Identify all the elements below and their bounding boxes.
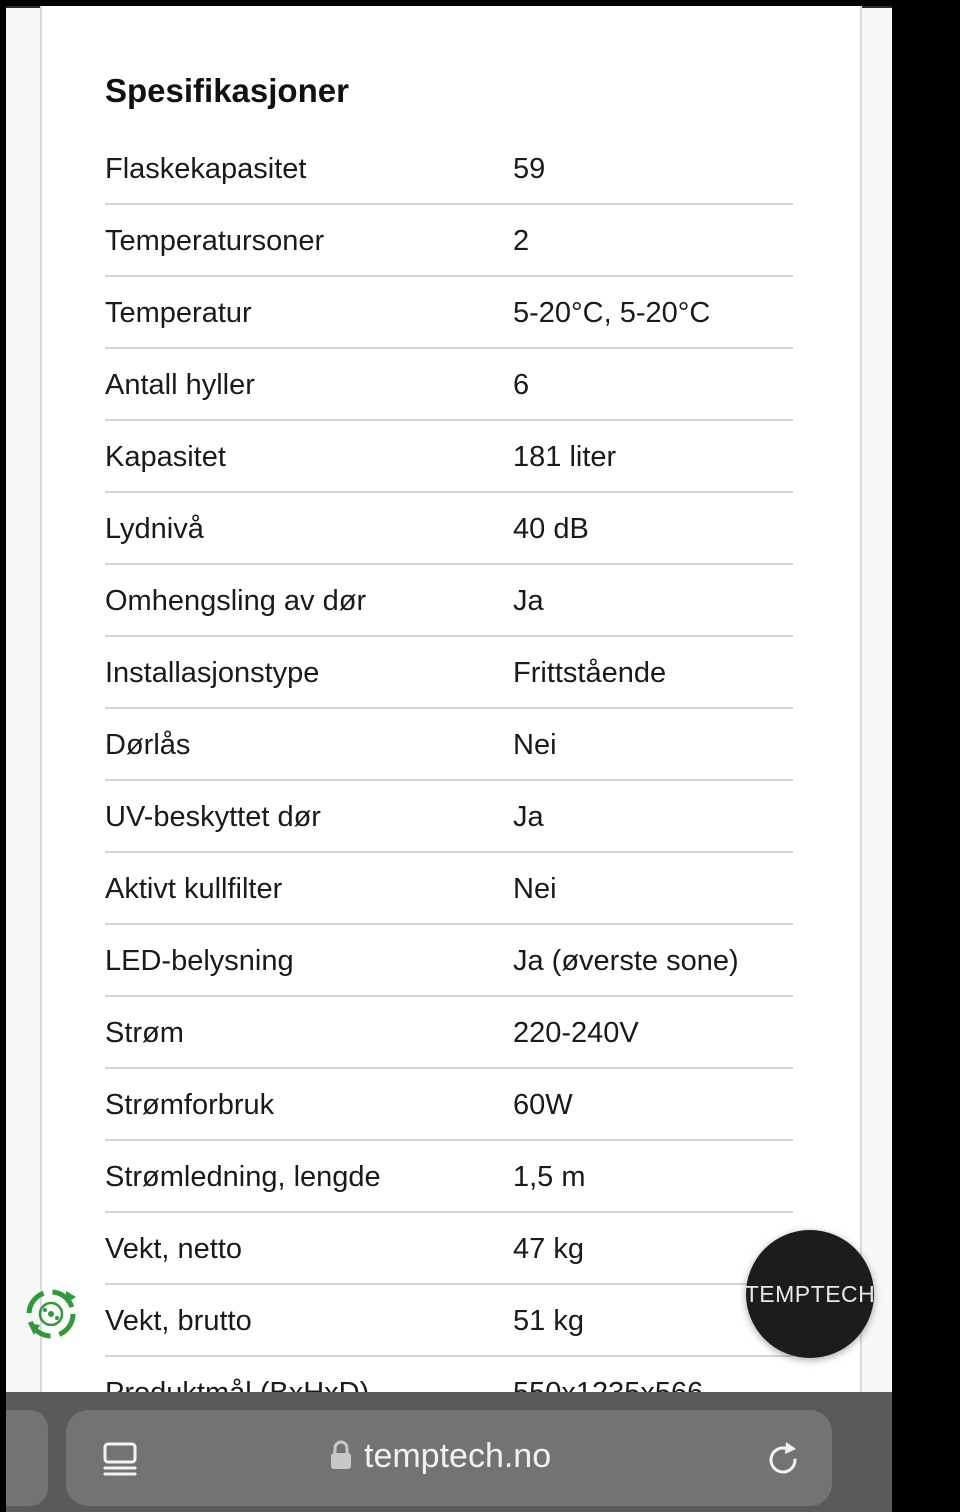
- spec-value: 51 kg: [513, 1305, 584, 1337]
- spec-label: Antall hyller: [105, 369, 255, 401]
- spec-row: [105, 349, 793, 421]
- spec-label: Temperatursoner: [105, 225, 325, 257]
- chat-logo-text: TEMPTECH: [744, 1280, 876, 1307]
- spec-value: 60W: [513, 1089, 573, 1121]
- spec-label: Kapasitet: [105, 441, 226, 473]
- spec-value: 181 liter: [513, 441, 617, 473]
- section-heading: Spesifikasjoner: [105, 72, 349, 109]
- spec-row: [105, 1213, 793, 1285]
- tabs-icon[interactable]: [102, 1440, 138, 1476]
- spec-value: Frittstående: [513, 657, 667, 689]
- url-text[interactable]: temptech.no: [364, 1437, 552, 1475]
- spec-label: Vekt, netto: [105, 1233, 243, 1265]
- lock-icon: [330, 1440, 352, 1470]
- spec-label: Lydnivå: [105, 513, 204, 545]
- spec-label: Aktivt kullfilter: [105, 873, 283, 905]
- spec-value: 2: [513, 225, 530, 257]
- spec-label: UV-beskyttet dør: [105, 801, 321, 833]
- spec-label: Installasjonstype: [105, 657, 320, 689]
- spec-label: Omhengsling av dør: [105, 585, 367, 617]
- reload-icon[interactable]: [766, 1438, 802, 1478]
- spec-row: [105, 709, 793, 781]
- spec-label: Vekt, brutto: [105, 1305, 252, 1337]
- spec-row: [105, 205, 793, 277]
- spec-value: 40 dB: [513, 513, 589, 545]
- spec-value: 6: [513, 369, 530, 401]
- spec-row: [105, 1285, 793, 1357]
- spec-row: [105, 421, 793, 493]
- spec-value: Nei: [513, 873, 557, 905]
- spec-label: Dørlås: [105, 729, 191, 761]
- spec-value: 1,5 m: [513, 1161, 586, 1193]
- spec-value: 59: [513, 153, 546, 185]
- spec-label: Temperatur: [105, 297, 252, 329]
- spec-row: [105, 277, 793, 349]
- spec-row: [105, 637, 793, 709]
- spec-value: Ja: [513, 801, 544, 833]
- spec-value: 47 kg: [513, 1233, 584, 1265]
- spec-value: Ja: [513, 585, 544, 617]
- spec-row: [105, 1141, 793, 1213]
- spec-row: [105, 133, 793, 205]
- recycle-eco-icon[interactable]: [20, 1283, 82, 1345]
- spec-row: [105, 997, 793, 1069]
- spec-label: LED-belysning: [105, 945, 294, 977]
- spec-row: [105, 493, 793, 565]
- spec-value: Nei: [513, 729, 557, 761]
- spec-row: [105, 565, 793, 637]
- spec-label: Strømledning, lengde: [105, 1161, 381, 1193]
- spec-row: [105, 1069, 793, 1141]
- spec-row: [105, 925, 793, 997]
- browser-bottom-bar: [6, 1392, 892, 1512]
- temptech-chat-button[interactable]: [746, 1230, 874, 1358]
- spec-label: Strøm: [105, 1017, 184, 1049]
- spec-label: Strømforbruk: [105, 1089, 275, 1121]
- address-bar[interactable]: [66, 1410, 832, 1506]
- spec-table: [105, 133, 793, 1429]
- spec-value: 220-240V: [513, 1017, 639, 1049]
- spec-label: Flaskekapasitet: [105, 153, 307, 185]
- spec-row: [105, 853, 793, 925]
- spec-value: Ja (øverste sone): [513, 945, 739, 977]
- spec-row: [105, 781, 793, 853]
- page: [6, 6, 892, 1512]
- previous-tab-pill[interactable]: [6, 1410, 48, 1506]
- spec-value: 5-20°C, 5-20°C: [513, 297, 711, 329]
